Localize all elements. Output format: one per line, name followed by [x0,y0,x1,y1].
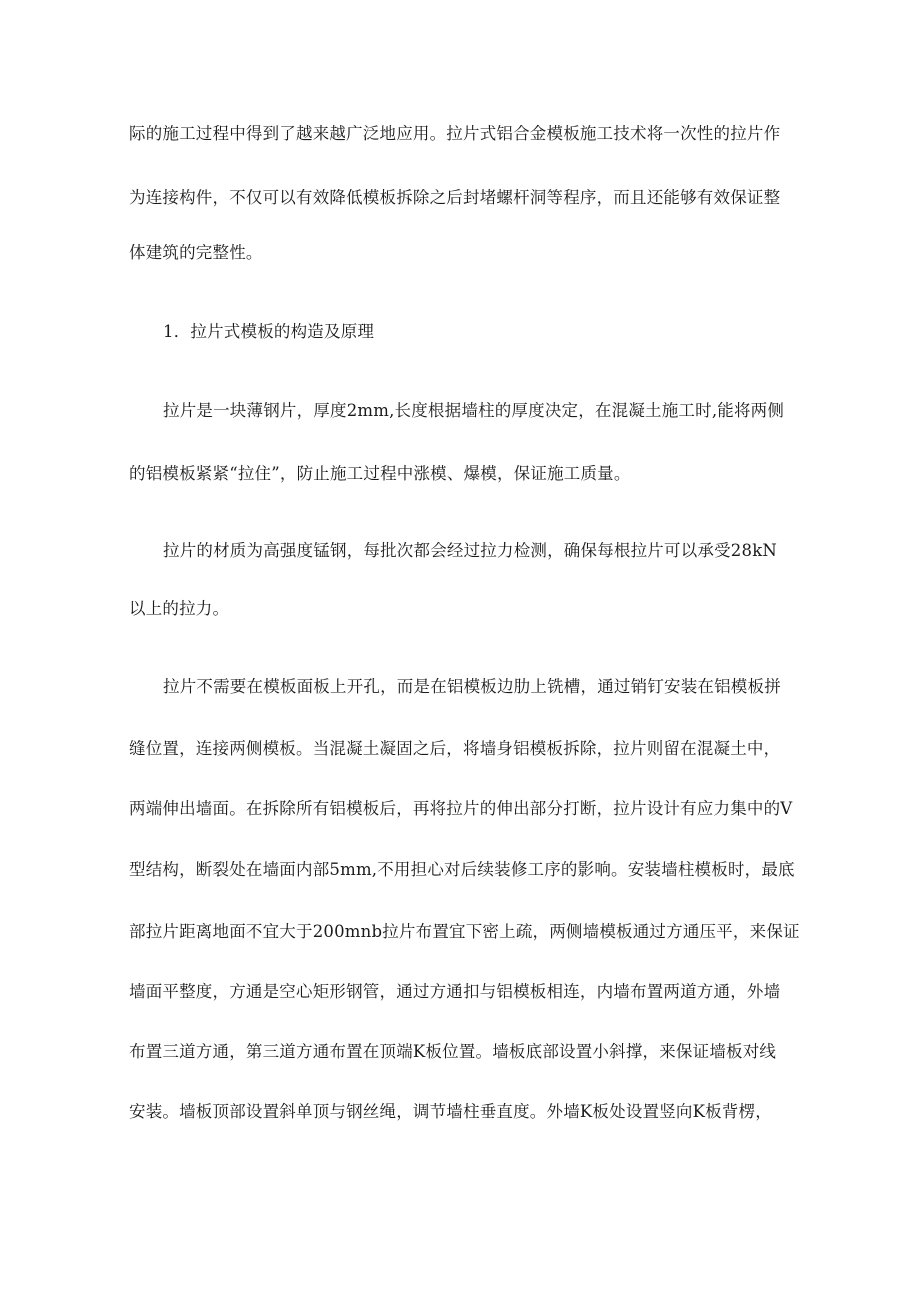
text-line: 拉片是一块薄钢片，厚度2mm,长度根据墙柱的厚度决定，在混凝土施工时,能将两侧 [163,401,785,420]
paragraph-line [0,855,920,885]
paragraph-line [0,459,920,489]
text-line: 拉片不需要在模板面板上开孔，而是在铝模板边肋上铣槽，通过销钉安装在铝模板拼 [163,677,781,696]
text-line: 的铝模板紧紧“拉住”，防止施工过程中涨模、爆模，保证施工质量。 [129,464,631,483]
section-heading [0,317,920,347]
heading-text: 1．拉片式模板的构造及原理 [163,322,375,341]
paragraph-line [0,594,920,624]
paragraph-line [0,977,920,1007]
paragraph-line [0,396,920,426]
text-line: 缝位置，连接两侧模板。当混凝土凝固之后，将墙身铝模板拆除，拉片则留在混凝土中， [129,739,781,758]
paragraph-line [0,672,920,702]
text-line: 墙面平整度，方通是空心矩形钢管，通过方通扣与铝模板相连，内墙布置两道方通，外墙 [129,982,781,1001]
paragraph-line [0,917,920,947]
text-line: 拉片的材质为高强度锰钢，每批次都会经过拉力检测，确保每根拉片可以承受28kN [163,541,778,560]
text-line: 体建筑的完整性。 [129,243,263,262]
text-line: 型结构，断裂处在墙面内部5mm,不用担心对后续装修工序的影响。安装墙柱模板时，最底 [129,860,795,879]
paragraph-line [0,238,920,268]
paragraph-line [0,1097,920,1127]
text-line: 为连接构件，不仅可以有效降低模板拆除之后封堵螺杆洞等程序，而且还能够有效保证整 [129,188,781,207]
text-line: 布置三道方通，第三道方通布置在顶端K板位置。墙板底部设置小斜撑，来保证墙板对线 [129,1042,777,1061]
text-line: 安装。墙板顶部设置斜单顶与钢丝绳，调节墙柱垂直度。外墙K板处设置竖向K板背楞， [129,1102,772,1121]
paragraph-line [0,119,920,149]
paragraph-line [0,794,920,824]
text-line: 际的施工过程中得到了越来越广泛地应用。拉片式铝合金模板施工技术将一次性的拉片作 [129,124,781,143]
paragraph-line [0,183,920,213]
paragraph-line [0,734,920,764]
text-line: 以上的拉力。 [129,599,230,618]
paragraph-line [0,1037,920,1067]
text-line: 部拉片距离地面不宜大于200mnb拉片布置宜下密上疏，两侧墙模板通过方通压平，来保证 [129,922,800,941]
paragraph-line [0,536,920,566]
text-line: 两端伸出墙面。在拆除所有铝模板后，再将拉片的伸出部分打断，拉片设计有应力集中的V [129,799,793,818]
